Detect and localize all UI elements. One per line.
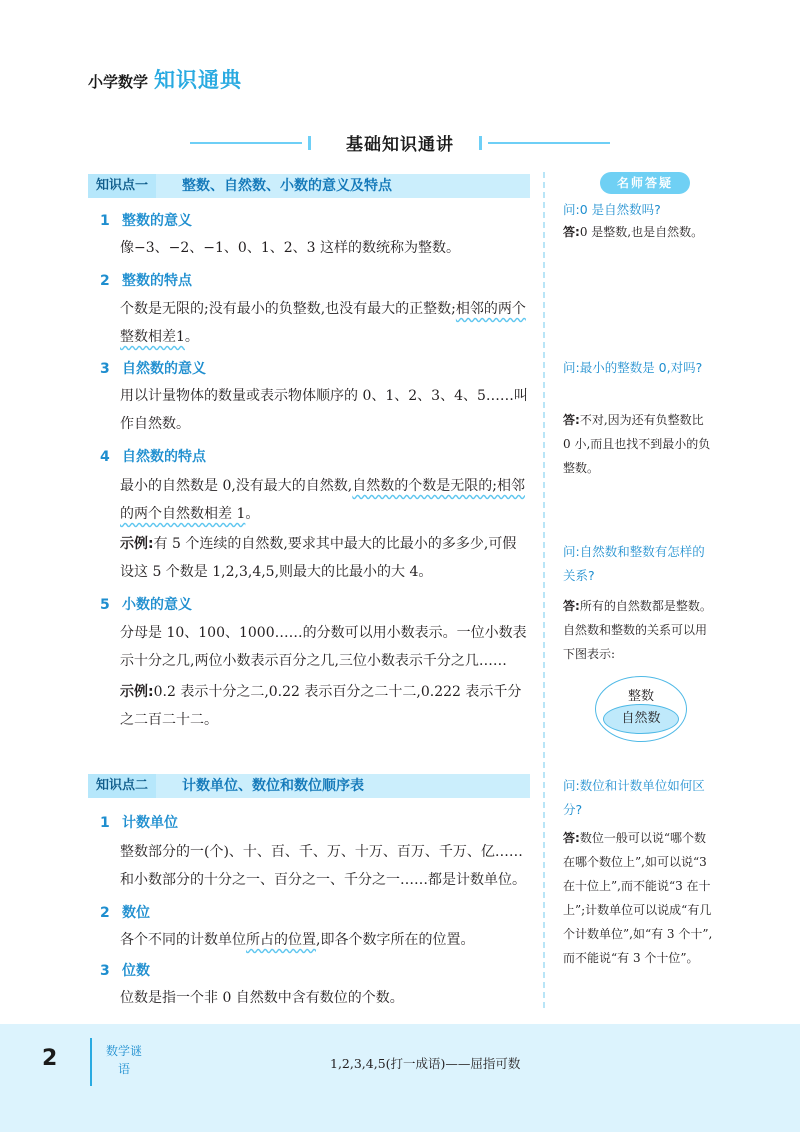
kp1-title: 整数、自然数、小数的意义及特点 — [182, 178, 392, 194]
subheading-title: 位数 — [122, 963, 150, 979]
subheading-title: 数位 — [122, 905, 150, 921]
sidebar-divider — [543, 172, 545, 1008]
paragraph-text: 最小的自然数是 0,没有最大的自然数, — [120, 478, 353, 494]
subheading-number: 1 — [100, 815, 110, 831]
kp2-subheading-2 — [100, 902, 150, 922]
paragraph-text: 。 — [184, 329, 199, 345]
section-line-right — [488, 142, 610, 144]
venn-outer-label: 整数 — [627, 689, 654, 704]
kp2-title: 计数单位、数位和数位顺序表 — [182, 778, 364, 794]
kp2-subheading-1 — [100, 812, 178, 832]
kp1-subheading-3 — [100, 358, 206, 378]
sidebar-answer-4 — [563, 826, 713, 970]
answer-label: 答: — [563, 413, 580, 427]
riddle-label: 数学谜语 — [105, 1044, 142, 1076]
kp2-paragraph-2 — [88, 926, 528, 954]
knowledge-point-2-bar — [88, 774, 530, 798]
answer-text: 0 是整数,也是自然数。 — [579, 225, 704, 239]
venn-diagram — [595, 676, 687, 742]
answer-label: 答: — [563, 225, 580, 239]
page-number: 2 — [42, 1046, 58, 1071]
subheading-number: 4 — [100, 449, 110, 465]
kp2-paragraph-3: 位数是指一个非 0 自然数中含有数位的个数。 — [120, 990, 404, 1006]
kp1-subheading-4 — [100, 446, 206, 466]
paragraph-text: 个数是无限的;没有最小的负整数,也没有最大的正整数; — [120, 301, 456, 317]
subheading-title: 自然数的特点 — [122, 449, 206, 465]
paragraph-text: 。 — [245, 506, 260, 522]
kp1-paragraph-4 — [88, 472, 528, 528]
kp1-paragraph-2 — [88, 295, 528, 351]
knowledge-point-1-bar — [88, 174, 530, 198]
paragraph-text: ,即各个数字所在的位置。 — [316, 932, 475, 948]
kp1-example-2 — [88, 678, 528, 734]
highlighted-text: 自然数的个数是无限的;相邻的两个自然数相差 1 — [120, 478, 525, 522]
answer-label: 答: — [563, 599, 580, 613]
example-text: 0.2 表示十分之二,0.22 表示百分之二十二,0.222 表示千分之二百二十二。 — [120, 684, 522, 728]
subheading-number: 1 — [100, 213, 110, 229]
sidebar-answer-1 — [563, 220, 713, 244]
kp1-subheading-1 — [100, 210, 192, 230]
math-riddle: 1,2,3,4,5(打一成语)——屈指可数 — [330, 1056, 521, 1071]
footer-divider — [90, 1038, 92, 1086]
highlighted-text: 所占的位置 — [246, 932, 316, 948]
subheading-number: 3 — [100, 361, 110, 377]
kp1-example-1 — [88, 530, 528, 586]
kp1-paragraph-5: 分母是 10、100、1000……的分数可以用小数表示。一位小数表示十分之几,两位小数表示百分之几,三位小数表示千分之几…… — [120, 625, 527, 669]
sidebar-question-3: 问:自然数和整数有怎样的关系? — [563, 544, 705, 583]
paragraph-text: 各个不同的计数单位 — [120, 932, 246, 948]
section-heading — [190, 128, 610, 158]
kp1-subheading-2 — [100, 270, 192, 290]
subheading-title: 自然数的意义 — [122, 361, 206, 377]
brand-name: 知识通典 — [154, 68, 243, 92]
kp1-paragraph-1: 像−3、−2、−1、0、1、2、3 这样的数统称为整数。 — [120, 240, 460, 256]
example-label: 示例: — [120, 536, 154, 552]
sidebar-answer-3 — [563, 594, 713, 666]
subheading-number: 5 — [100, 597, 110, 613]
subheading-title: 整数的意义 — [122, 213, 192, 229]
section-tick-right — [479, 136, 482, 150]
subheading-number: 2 — [100, 905, 110, 921]
example-label: 示例: — [120, 684, 154, 700]
subheading-title: 整数的特点 — [122, 273, 192, 289]
answer-label: 答: — [563, 831, 580, 845]
subheading-title: 计数单位 — [122, 815, 178, 831]
subheading-number: 2 — [100, 273, 110, 289]
brand-header — [88, 64, 242, 94]
section-title: 基础知识通讲 — [346, 135, 454, 155]
sidebar-question-2: 问:最小的整数是 0,对吗? — [563, 360, 703, 375]
answer-text: 数位一般可以说“哪个数在哪个数位上”,如可以说“3 在十位上”,而不能说“3 在十上”;计数单位可以说成“有几个计数单位”,如“有 3 个十”,而不能说“有 3 个十位”。 — [563, 831, 713, 965]
teacher-qa-badge: 名师答疑 — [600, 172, 690, 194]
kp2-subheading-3 — [100, 960, 150, 980]
kp2-badge: 知识点二 — [88, 774, 156, 798]
kp1-paragraph-3: 用以计量物体的数量或表示物体顺序的 0、1、2、3、4、5……叫作自然数。 — [120, 388, 528, 432]
sidebar-answer-2 — [563, 408, 713, 480]
kp1-badge: 知识点一 — [88, 174, 156, 198]
example-text: 有 5 个连续的自然数,要求其中最大的比最小的多多少,可假设这 5 个数是 1,2,3,4,5,则最大的比最小的大 4。 — [120, 536, 517, 580]
page-footer — [0, 1024, 800, 1132]
sidebar-question-1: 问:0 是自然数吗? — [563, 202, 661, 217]
venn-inner-ellipse: 自然数 — [603, 704, 679, 734]
subheading-number: 3 — [100, 963, 110, 979]
kp1-subheading-5 — [100, 594, 192, 614]
series-name: 小学数学 — [88, 73, 149, 91]
highlighted-text: 相邻的两个整数相差1 — [120, 301, 526, 345]
answer-text: 所有的自然数都是整数。自然数和整数的关系可以用下图表示: — [563, 599, 712, 661]
kp2-paragraph-1: 整数部分的一(个)、十、百、千、万、十万、百万、千万、亿……和小数部分的十分之一、百分之一、千分之一……都是计数单位。 — [120, 844, 526, 888]
sidebar-question-4: 问:数位和计数单位如何区分? — [563, 778, 705, 817]
answer-text: 不对,因为还有负整数比 0 小,而且也找不到最小的负整数。 — [563, 413, 711, 475]
subheading-title: 小数的意义 — [122, 597, 192, 613]
